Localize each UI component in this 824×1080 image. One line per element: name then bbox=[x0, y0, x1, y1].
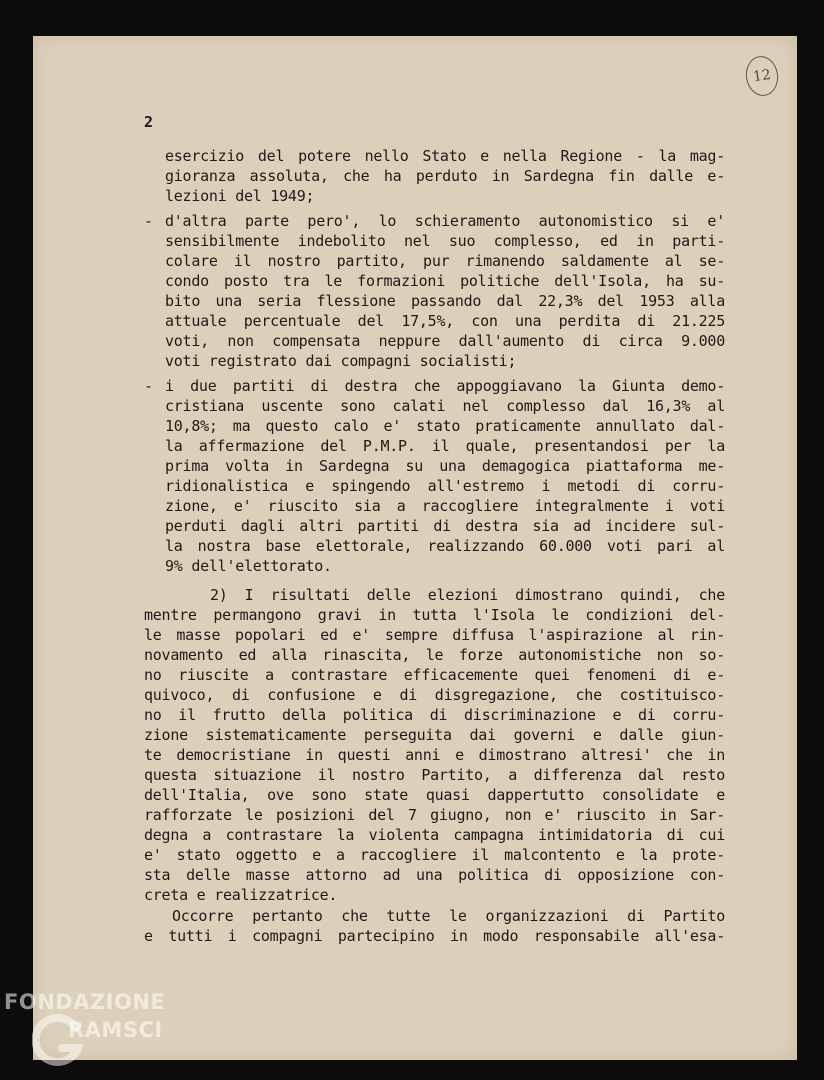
text-line: 10,8%; ma questo calo e' stato praticamente annullato dal- bbox=[165, 417, 725, 435]
text-line: no riuscite a contrastare efficacemente quei fenomeni di e- bbox=[144, 666, 725, 684]
text-line: creta e realizzatrice. bbox=[144, 886, 338, 904]
text-line: prima volta in Sardegna su una demagogica piattaforma me- bbox=[165, 457, 725, 475]
watermark-line-1: FONDAZIONE bbox=[4, 990, 166, 1014]
text-line: Occorre pertanto che tutte le organizzazioni di Partito bbox=[172, 907, 725, 925]
text-line: le masse popolari ed e' sempre diffusa l'aspirazione al rin- bbox=[144, 626, 725, 644]
fondazione-gramsci-watermark bbox=[4, 990, 204, 1070]
text-line: lezioni del 1949; bbox=[165, 187, 315, 205]
text-line: voti, non compensata neppure dall'aumento di circa 9.000 bbox=[165, 332, 725, 350]
text-line: quivoco, di confusione e di disgregazione, che costituisco- bbox=[144, 686, 725, 704]
text-line: novamento ed alla rinascita, le forze autonomistiche non so- bbox=[144, 646, 725, 664]
bullet-dash: - bbox=[144, 212, 154, 230]
text-line: e tutti i compagni partecipino in modo responsabile all'esa- bbox=[144, 927, 725, 945]
text-line: perduti dagli altri partiti di destra sia ad incidere sul- bbox=[165, 517, 725, 535]
text-line: sta delle masse attorno ad una politica di opposizione con- bbox=[144, 866, 725, 884]
text-line: zione, e' riuscito sia a raccogliere integralmente i voti bbox=[165, 497, 725, 515]
bullet-dash: - bbox=[144, 377, 154, 395]
text-line: voti registrato dai compagni socialisti; bbox=[165, 352, 517, 370]
text-line: la affermazione del P.M.P. il quale, presentandosi per la bbox=[165, 437, 725, 455]
page-number: 2 bbox=[144, 113, 154, 131]
text-line: bito una seria flessione passando dal 22,3% del 1953 alla bbox=[165, 292, 725, 310]
text-line: cristiana uscente sono calati nel complesso dal 16,3% al bbox=[165, 397, 725, 415]
text-line: i due partiti di destra che appoggiavano la Giunta demo- bbox=[165, 377, 725, 395]
text-line: esercizio del potere nello Stato e nella Regione - la mag- bbox=[165, 147, 725, 165]
text-line: 2) I risultati delle elezioni dimostrano quindi, che bbox=[210, 586, 725, 604]
archive-page-number: 12 bbox=[743, 54, 780, 98]
text-line: rafforzate le posizioni del 7 giugno, non e' riuscito in Sar- bbox=[144, 806, 725, 824]
watermark-line-2: RAMSCI bbox=[68, 1018, 163, 1042]
text-line: sensibilmente indebolito nel suo complesso, ed in parti- bbox=[165, 232, 725, 250]
text-line: zione sistematicamente perseguita dai governi e dalle giun- bbox=[144, 726, 725, 744]
text-line: mentre permangono gravi in tutta l'Isola le condizioni del- bbox=[144, 606, 725, 624]
text-line: questa situazione il nostro Partito, a differenza dal resto bbox=[144, 766, 725, 784]
text-line: ridionalistica e spingendo all'estremo i metodi di corru- bbox=[165, 477, 725, 495]
text-line: attuale percentuale del 17,5%, con una perdita di 21.225 bbox=[165, 312, 725, 330]
text-line: la nostra base elettorale, realizzando 60.000 voti pari al bbox=[165, 537, 725, 555]
text-line: te democristiane in questi anni e dimostrano altresi' che in bbox=[144, 746, 725, 764]
text-line: colare il nostro partito, pur rimanendo saldamente al se- bbox=[165, 252, 725, 270]
text-line: dell'Italia, ove sono state quasi dappertutto consolidate e bbox=[144, 786, 725, 804]
text-line: no il frutto della politica di discriminazione e di corru- bbox=[144, 706, 725, 724]
text-line: d'altra parte pero', lo schieramento autonomistico si e' bbox=[165, 212, 725, 230]
text-line: e' stato oggetto e a raccogliere il malcontento e la prote- bbox=[144, 846, 725, 864]
text-line: condo posto tra le formazioni politiche dell'Isola, ha su- bbox=[165, 272, 725, 290]
text-line: gioranza assoluta, che ha perduto in Sardegna fin dalle e- bbox=[165, 167, 725, 185]
text-line: degna a contrastare la violenta campagna intimidatoria di cui bbox=[144, 826, 725, 844]
text-line: 9% dell'elettorato. bbox=[165, 557, 332, 575]
